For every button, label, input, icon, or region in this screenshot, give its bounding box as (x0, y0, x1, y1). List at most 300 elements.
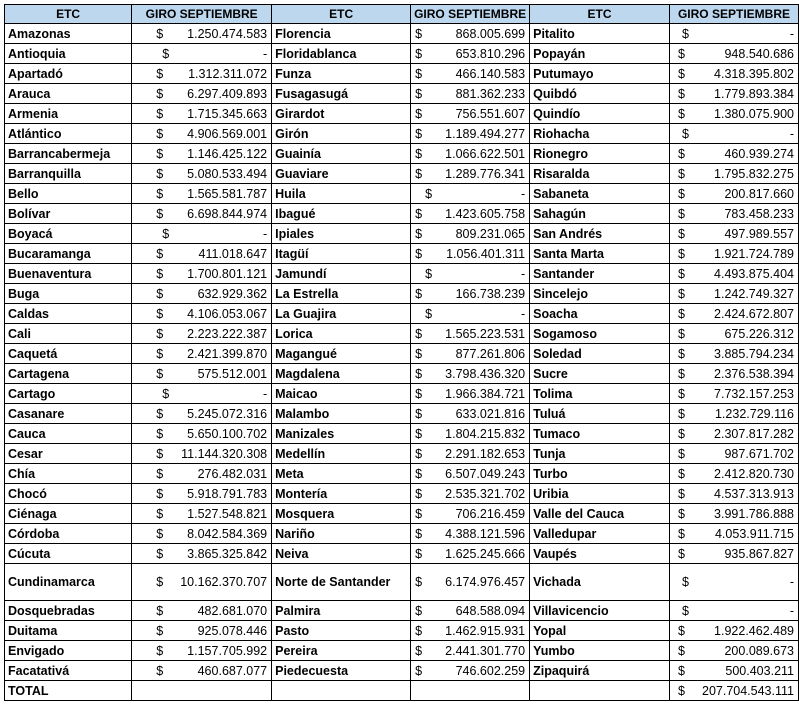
etc-name-cell: Manizales (272, 424, 411, 444)
table-row (5, 284, 799, 304)
giro-amount: - (262, 46, 268, 61)
header-giro-1: GIRO SEPTIEMBRE (132, 5, 272, 24)
currency-symbol: $ (415, 603, 423, 618)
giro-value-cell (132, 204, 272, 224)
currency-symbol: $ (677, 386, 685, 401)
etc-name-cell: Quindío (530, 104, 670, 124)
giro-value-cell (411, 344, 530, 364)
giro-value-cell (669, 184, 798, 204)
giro-value-cell (411, 164, 530, 184)
currency-symbol: $ (156, 326, 164, 341)
currency-symbol: $ (677, 406, 685, 421)
etc-name-cell: La Estrella (272, 284, 411, 304)
giro-value-cell (669, 264, 798, 284)
etc-name-cell: Rionegro (530, 144, 670, 164)
giro-value-cell (411, 204, 530, 224)
currency-symbol: $ (415, 506, 423, 521)
currency-symbol: $ (162, 46, 170, 61)
etc-name-cell: Jamundí (272, 264, 411, 284)
etc-name-cell: Uribia (530, 484, 670, 504)
etc-name-cell: Yopal (530, 621, 670, 641)
giro-value-cell (669, 621, 798, 641)
currency-symbol: $ (156, 406, 164, 421)
currency-symbol: $ (677, 446, 685, 461)
giro-amount: 1.715.345.663 (187, 106, 268, 121)
etc-name-cell: Palmira (272, 601, 411, 621)
currency-symbol: $ (677, 663, 685, 678)
giro-value-cell (132, 244, 272, 264)
empty-cell (530, 681, 670, 701)
currency-symbol: $ (415, 226, 423, 241)
giro-value-cell (669, 164, 798, 184)
etc-name-cell: Zipaquirá (530, 661, 670, 681)
etc-name-cell: Ibagué (272, 204, 411, 224)
giro-value-cell (669, 24, 798, 44)
total-amount: 207.704.543.111 (702, 683, 794, 698)
giro-value-cell (132, 324, 272, 344)
currency-symbol: $ (156, 346, 164, 361)
currency-symbol: $ (156, 286, 164, 301)
etc-name-cell: Cali (5, 324, 132, 344)
giro-value-cell (669, 524, 798, 544)
etc-name-cell: Pereira (272, 641, 411, 661)
currency-symbol: $ (415, 46, 423, 61)
etc-name-cell: Maicao (272, 384, 411, 404)
currency-symbol: $ (415, 326, 423, 341)
currency-symbol: $ (156, 446, 164, 461)
giro-amount: 1.242.749.327 (714, 286, 794, 301)
giro-amount: 11.144.320.308 (181, 446, 268, 461)
currency-symbol: $ (415, 526, 423, 541)
etc-name-cell: Valledupar (530, 524, 670, 544)
etc-name-cell: Malambo (272, 404, 411, 424)
etc-name-cell: Soledad (530, 344, 670, 364)
giro-value-cell (669, 124, 798, 144)
table-row (5, 384, 799, 404)
giro-value-cell (132, 284, 272, 304)
giro-value-cell (669, 364, 798, 384)
giro-amount: - (262, 226, 268, 241)
header-etc-3: ETC (530, 5, 670, 24)
giro-amount: 4.388.121.596 (445, 526, 526, 541)
currency-symbol: $ (156, 166, 164, 181)
giro-value-cell (132, 621, 272, 641)
giro-value-cell (669, 601, 798, 621)
table-row (5, 404, 799, 424)
giro-value-cell (669, 244, 798, 264)
giro-value-cell (669, 384, 798, 404)
currency-symbol: $ (156, 246, 164, 261)
currency-symbol: $ (677, 366, 685, 381)
currency-symbol: $ (162, 386, 170, 401)
etc-name-cell: Yumbo (530, 641, 670, 661)
currency-symbol: $ (156, 186, 164, 201)
etc-name-cell: Boyacá (5, 224, 132, 244)
etc-name-cell: Sabaneta (530, 184, 670, 204)
giro-amount: 5.245.072.316 (187, 406, 268, 421)
giro-amount: - (520, 266, 526, 281)
currency-symbol: $ (415, 546, 423, 561)
etc-name-cell: Putumayo (530, 64, 670, 84)
table-row (5, 84, 799, 104)
giro-amount: 166.738.239 (455, 286, 526, 301)
etc-name-cell: Facatativá (5, 661, 132, 681)
giro-amount: 6.698.844.974 (187, 206, 268, 221)
currency-symbol: $ (677, 166, 685, 181)
giro-amount: 2.424.672.807 (714, 306, 794, 321)
giro-value-cell (669, 444, 798, 464)
giro-amount: 466.140.583 (455, 66, 526, 81)
etc-name-cell: Riohacha (530, 124, 670, 144)
giro-amount: - (520, 186, 526, 201)
giro-amount: 6.507.049.243 (445, 466, 526, 481)
currency-symbol: $ (677, 623, 685, 638)
etc-name-cell: Sincelejo (530, 284, 670, 304)
table-row (5, 344, 799, 364)
giro-value-cell (132, 64, 272, 84)
giro-amount: 1.966.384.721 (445, 386, 526, 401)
giro-value-cell (411, 621, 530, 641)
giro-value-cell (411, 144, 530, 164)
giro-value-cell (132, 504, 272, 524)
etc-name-cell: Risaralda (530, 164, 670, 184)
giro-amount: 6.174.976.457 (445, 575, 526, 589)
etc-name-cell: Cartagena (5, 364, 132, 384)
giro-amount: 675.226.312 (724, 326, 794, 341)
giro-amount: 1.189.494.277 (445, 126, 526, 141)
etc-name-cell: Dosquebradas (5, 601, 132, 621)
giro-value-cell (669, 424, 798, 444)
giro-value-cell (669, 324, 798, 344)
table-row (5, 184, 799, 204)
giro-amount: 3.885.794.234 (714, 346, 794, 361)
currency-symbol: $ (162, 226, 170, 241)
giro-amount: 5.080.533.494 (187, 166, 268, 181)
etc-name-cell: San Andrés (530, 224, 670, 244)
giro-value-cell (669, 404, 798, 424)
currency-symbol: $ (415, 246, 423, 261)
giro-amount: 7.732.157.253 (714, 386, 794, 401)
table-row (5, 164, 799, 184)
currency-symbol: $ (681, 26, 689, 41)
giro-value-cell (411, 601, 530, 621)
giro-amount: 1.312.311.072 (188, 66, 268, 81)
currency-symbol: $ (156, 603, 164, 618)
currency-symbol: $ (156, 126, 164, 141)
empty-cell (272, 681, 411, 701)
currency-symbol: $ (677, 426, 685, 441)
table-row (5, 524, 799, 544)
currency-symbol: $ (415, 166, 423, 181)
table-row (5, 144, 799, 164)
giro-amount: 1.625.245.666 (445, 546, 526, 561)
giro-amount: 500.403.211 (725, 663, 794, 678)
giro-value-cell (669, 344, 798, 364)
table-row (5, 64, 799, 84)
currency-symbol: $ (415, 386, 423, 401)
giro-amount: 482.681.070 (197, 603, 268, 618)
giro-amount: 1.146.425.122 (187, 146, 268, 161)
etc-name-cell: Cundinamarca (5, 564, 132, 601)
giro-value-cell (411, 244, 530, 264)
giro-value-cell (132, 164, 272, 184)
giro-value-cell (669, 661, 798, 681)
currency-symbol: $ (681, 603, 689, 618)
currency-symbol: $ (677, 506, 685, 521)
giro-amount: 706.216.459 (455, 506, 526, 521)
giro-value-cell (132, 104, 272, 124)
currency-symbol: $ (415, 146, 423, 161)
table-row (5, 484, 799, 504)
giro-amount: 2.421.399.870 (187, 346, 268, 361)
etc-name-cell: Sucre (530, 364, 670, 384)
giro-amount: - (520, 306, 526, 321)
header-etc-2: ETC (272, 5, 411, 24)
giro-value-cell (669, 204, 798, 224)
giro-amount: 575.512.001 (197, 366, 268, 381)
giro-value-cell (669, 504, 798, 524)
table-row (5, 124, 799, 144)
giro-amount: 1.804.215.832 (445, 426, 526, 441)
etc-name-cell: Guaviare (272, 164, 411, 184)
giro-value-cell (132, 124, 272, 144)
giro-value-cell (132, 641, 272, 661)
giro-amount: 877.261.806 (455, 346, 526, 361)
etc-name-cell: Amazonas (5, 24, 132, 44)
etc-name-cell: Guainía (272, 144, 411, 164)
giro-value-cell (669, 464, 798, 484)
etc-name-cell: Ipiales (272, 224, 411, 244)
currency-symbol: $ (156, 426, 164, 441)
etc-name-cell: Sahagún (530, 204, 670, 224)
giro-value-cell (411, 284, 530, 304)
table-row (5, 601, 799, 621)
giro-amount: 881.362.233 (455, 86, 526, 101)
giro-amount: 1.795.832.275 (714, 166, 794, 181)
etc-name-cell: Envigado (5, 641, 132, 661)
currency-symbol: $ (156, 206, 164, 221)
giro-value-cell (132, 44, 272, 64)
currency-symbol: $ (677, 206, 685, 221)
giro-amount: 3.991.786.888 (714, 506, 794, 521)
etc-name-cell: Ciénaga (5, 504, 132, 524)
etc-name-cell: Tolima (530, 384, 670, 404)
currency-symbol: $ (415, 126, 423, 141)
giro-value-cell (669, 104, 798, 124)
giro-amount: - (789, 575, 794, 589)
table-row (5, 444, 799, 464)
empty-cell (132, 681, 272, 701)
giro-value-cell (411, 424, 530, 444)
giro-value-cell (132, 24, 272, 44)
currency-symbol: $ (156, 106, 164, 121)
etc-name-cell: Cartago (5, 384, 132, 404)
giro-amount: 497.989.557 (724, 226, 794, 241)
giro-value-cell (132, 344, 272, 364)
currency-symbol: $ (415, 663, 423, 678)
giro-amount: 8.042.584.369 (187, 526, 268, 541)
etc-name-cell: Turbo (530, 464, 670, 484)
table-row (5, 464, 799, 484)
currency-symbol: $ (677, 46, 685, 61)
etc-name-cell: Atlántico (5, 124, 132, 144)
giro-amount: 2.412.820.730 (714, 466, 794, 481)
etc-name-cell: Soacha (530, 304, 670, 324)
currency-symbol: $ (415, 286, 423, 301)
etc-name-cell: Tunja (530, 444, 670, 464)
giro-amount: 2.307.817.282 (714, 426, 794, 441)
currency-symbol: $ (415, 106, 423, 121)
etc-name-cell: Medellín (272, 444, 411, 464)
currency-symbol: $ (415, 66, 423, 81)
etc-name-cell: Cesar (5, 444, 132, 464)
etc-name-cell: Meta (272, 464, 411, 484)
giro-amount: 2.223.222.387 (187, 326, 268, 341)
currency-symbol: $ (156, 266, 164, 281)
table-row (5, 264, 799, 284)
giro-amount: 6.297.409.893 (187, 86, 268, 101)
giro-amount: 5.918.791.783 (187, 486, 268, 501)
etc-name-cell: Girón (272, 124, 411, 144)
etc-name-cell: Itagüí (272, 244, 411, 264)
table-row (5, 661, 799, 681)
currency-symbol: $ (415, 623, 423, 638)
table-row (5, 641, 799, 661)
etc-name-cell: Cauca (5, 424, 132, 444)
giro-value-cell (669, 44, 798, 64)
etc-name-cell: Pitalito (530, 24, 670, 44)
table-row (5, 504, 799, 524)
header-row (5, 5, 799, 24)
giro-amount: 4.537.313.913 (714, 486, 794, 501)
giro-amount: 460.939.274 (724, 146, 794, 161)
giro-value-cell (411, 444, 530, 464)
giro-septiembre-table (4, 4, 799, 701)
giro-amount: 809.231.065 (455, 226, 526, 241)
giro-amount: 200.089.673 (724, 643, 794, 658)
etc-name-cell: Quibdó (530, 84, 670, 104)
giro-value-cell (132, 661, 272, 681)
giro-value-cell (132, 184, 272, 204)
giro-value-cell (132, 544, 272, 564)
currency-symbol: $ (677, 286, 685, 301)
currency-symbol: $ (677, 526, 685, 541)
giro-amount: 2.376.538.394 (714, 366, 794, 381)
giro-amount: 948.540.686 (724, 46, 794, 61)
giro-value-cell (411, 324, 530, 344)
currency-symbol: $ (156, 466, 164, 481)
currency-symbol: $ (677, 66, 685, 81)
currency-symbol: $ (677, 86, 685, 101)
giro-value-cell (411, 304, 530, 324)
giro-amount: 935.867.827 (724, 546, 794, 561)
giro-amount: 200.817.660 (724, 186, 794, 201)
giro-amount: 987.671.702 (724, 446, 794, 461)
giro-value-cell (411, 64, 530, 84)
currency-symbol: $ (156, 86, 164, 101)
etc-name-cell: Caquetá (5, 344, 132, 364)
giro-amount: 276.482.031 (197, 466, 268, 481)
currency-symbol: $ (677, 266, 685, 281)
currency-symbol: $ (677, 466, 685, 481)
giro-value-cell (132, 424, 272, 444)
currency-symbol: $ (677, 643, 685, 658)
giro-amount: 5.650.100.702 (187, 426, 268, 441)
table-row (5, 564, 799, 601)
currency-symbol: $ (425, 186, 433, 201)
giro-value-cell (411, 104, 530, 124)
etc-name-cell: Valle del Cauca (530, 504, 670, 524)
giro-value-cell (669, 144, 798, 164)
etc-name-cell: Pasto (272, 621, 411, 641)
currency-symbol: $ (415, 446, 423, 461)
giro-value-cell (411, 544, 530, 564)
giro-amount: 632.929.362 (197, 286, 268, 301)
giro-amount: 1.462.915.931 (445, 623, 526, 638)
etc-name-cell: Armenia (5, 104, 132, 124)
currency-symbol: $ (415, 426, 423, 441)
etc-name-cell: Funza (272, 64, 411, 84)
currency-symbol: $ (677, 486, 685, 501)
giro-value-cell (132, 264, 272, 284)
giro-value-cell (132, 464, 272, 484)
giro-value-cell (132, 404, 272, 424)
etc-name-cell: Florencia (272, 24, 411, 44)
etc-name-cell: Bello (5, 184, 132, 204)
giro-value-cell (669, 564, 798, 601)
giro-amount: 4.318.395.802 (714, 66, 794, 81)
etc-name-cell: Caldas (5, 304, 132, 324)
etc-name-cell: Huila (272, 184, 411, 204)
table-row (5, 424, 799, 444)
etc-name-cell: Sogamoso (530, 324, 670, 344)
currency-symbol: $ (677, 683, 685, 698)
currency-symbol: $ (415, 366, 423, 381)
currency-symbol: $ (677, 546, 685, 561)
etc-name-cell: Apartadó (5, 64, 132, 84)
giro-amount: 1.565.581.787 (187, 186, 268, 201)
giro-amount: 783.458.233 (724, 206, 794, 221)
currency-symbol: $ (677, 146, 685, 161)
giro-value-cell (669, 484, 798, 504)
giro-amount: 746.602.259 (455, 663, 526, 678)
giro-value-cell (411, 641, 530, 661)
etc-name-cell: Barrancabermeja (5, 144, 132, 164)
giro-value-cell (132, 564, 272, 601)
giro-value-cell (669, 84, 798, 104)
etc-name-cell: La Guajira (272, 304, 411, 324)
currency-symbol: $ (156, 575, 164, 589)
table-row (5, 364, 799, 384)
giro-value-cell (669, 641, 798, 661)
giro-amount: 460.687.077 (197, 663, 268, 678)
giro-value-cell (411, 564, 530, 601)
giro-value-cell (411, 484, 530, 504)
currency-symbol: $ (677, 326, 685, 341)
giro-amount: 1.157.705.992 (187, 643, 268, 658)
giro-value-cell (411, 504, 530, 524)
table-row (5, 24, 799, 44)
giro-amount: 1.921.724.789 (714, 246, 794, 261)
giro-value-cell (411, 661, 530, 681)
giro-amount: 756.551.607 (455, 106, 526, 121)
giro-amount: 411.018.647 (198, 246, 268, 261)
etc-name-cell: Arauca (5, 84, 132, 104)
etc-name-cell: Santander (530, 264, 670, 284)
table-row (5, 324, 799, 344)
currency-symbol: $ (156, 643, 164, 658)
etc-name-cell: Buenaventura (5, 264, 132, 284)
